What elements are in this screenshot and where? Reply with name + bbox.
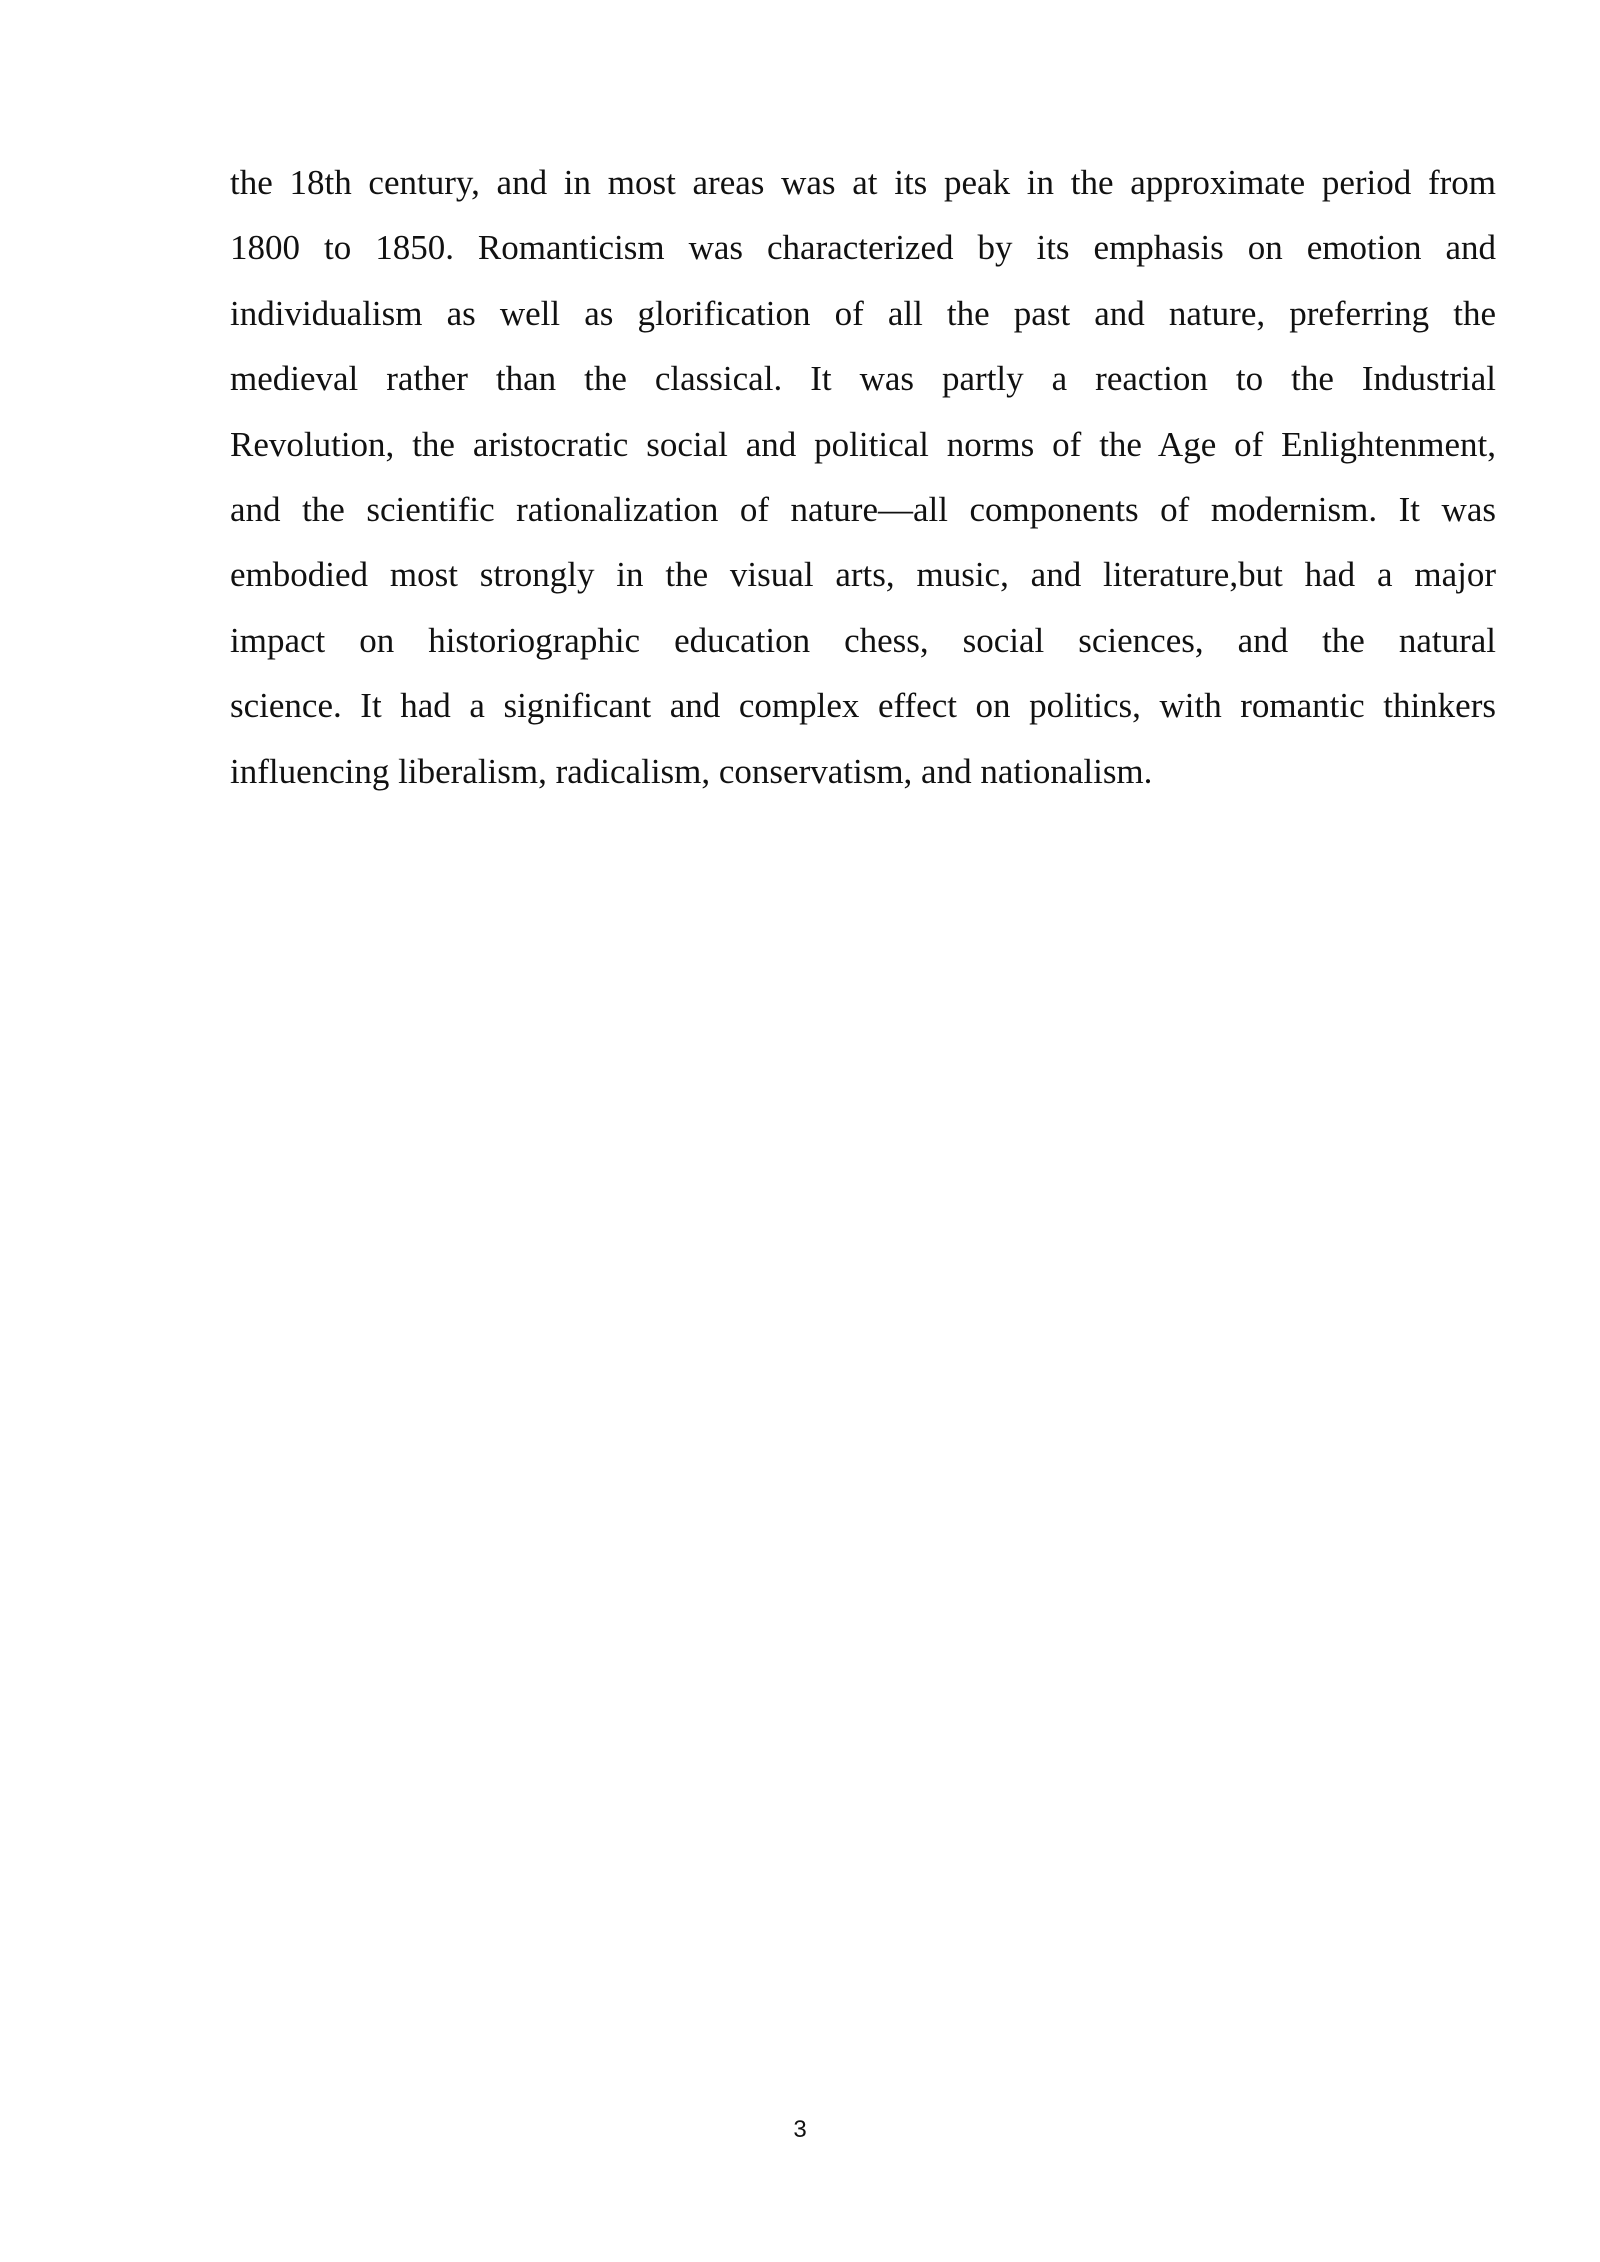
body-paragraph bbox=[230, 150, 1496, 804]
paragraph-line-7: embodied most strongly in the visual arts, music, and literature,but had a major bbox=[230, 555, 1496, 595]
paragraph-line-3: individualism as well as glorification of all the past and nature, preferring the bbox=[230, 293, 1496, 333]
paragraph-line-1: the 18th century, and in most areas was at its peak in the approximate period from bbox=[230, 163, 1496, 202]
paragraph-line-2: 1800 to 1850. Romanticism was characterized by its emphasis on emotion and bbox=[230, 228, 1496, 268]
paragraph-line-5: Revolution, the aristocratic social and political norms of the Age of Enlightenment, bbox=[230, 424, 1496, 464]
page-number: 3 bbox=[793, 2116, 807, 2143]
paragraph-line-8: impact on historiographic education chess, social sciences, and the natural bbox=[230, 620, 1496, 660]
paragraph-line-6: and the scientific rationalization of nature—all components of modernism. It was bbox=[230, 489, 1496, 529]
paragraph-line-9: science. It had a significant and complex effect on politics, with romantic thinkers bbox=[230, 686, 1496, 726]
paragraph-line-4: medieval rather than the classical. It was partly a reaction to the Industrial bbox=[230, 359, 1496, 399]
paragraph-line-10: influencing liberalism, radicalism, conservatism, and nationalism. bbox=[230, 751, 1153, 791]
